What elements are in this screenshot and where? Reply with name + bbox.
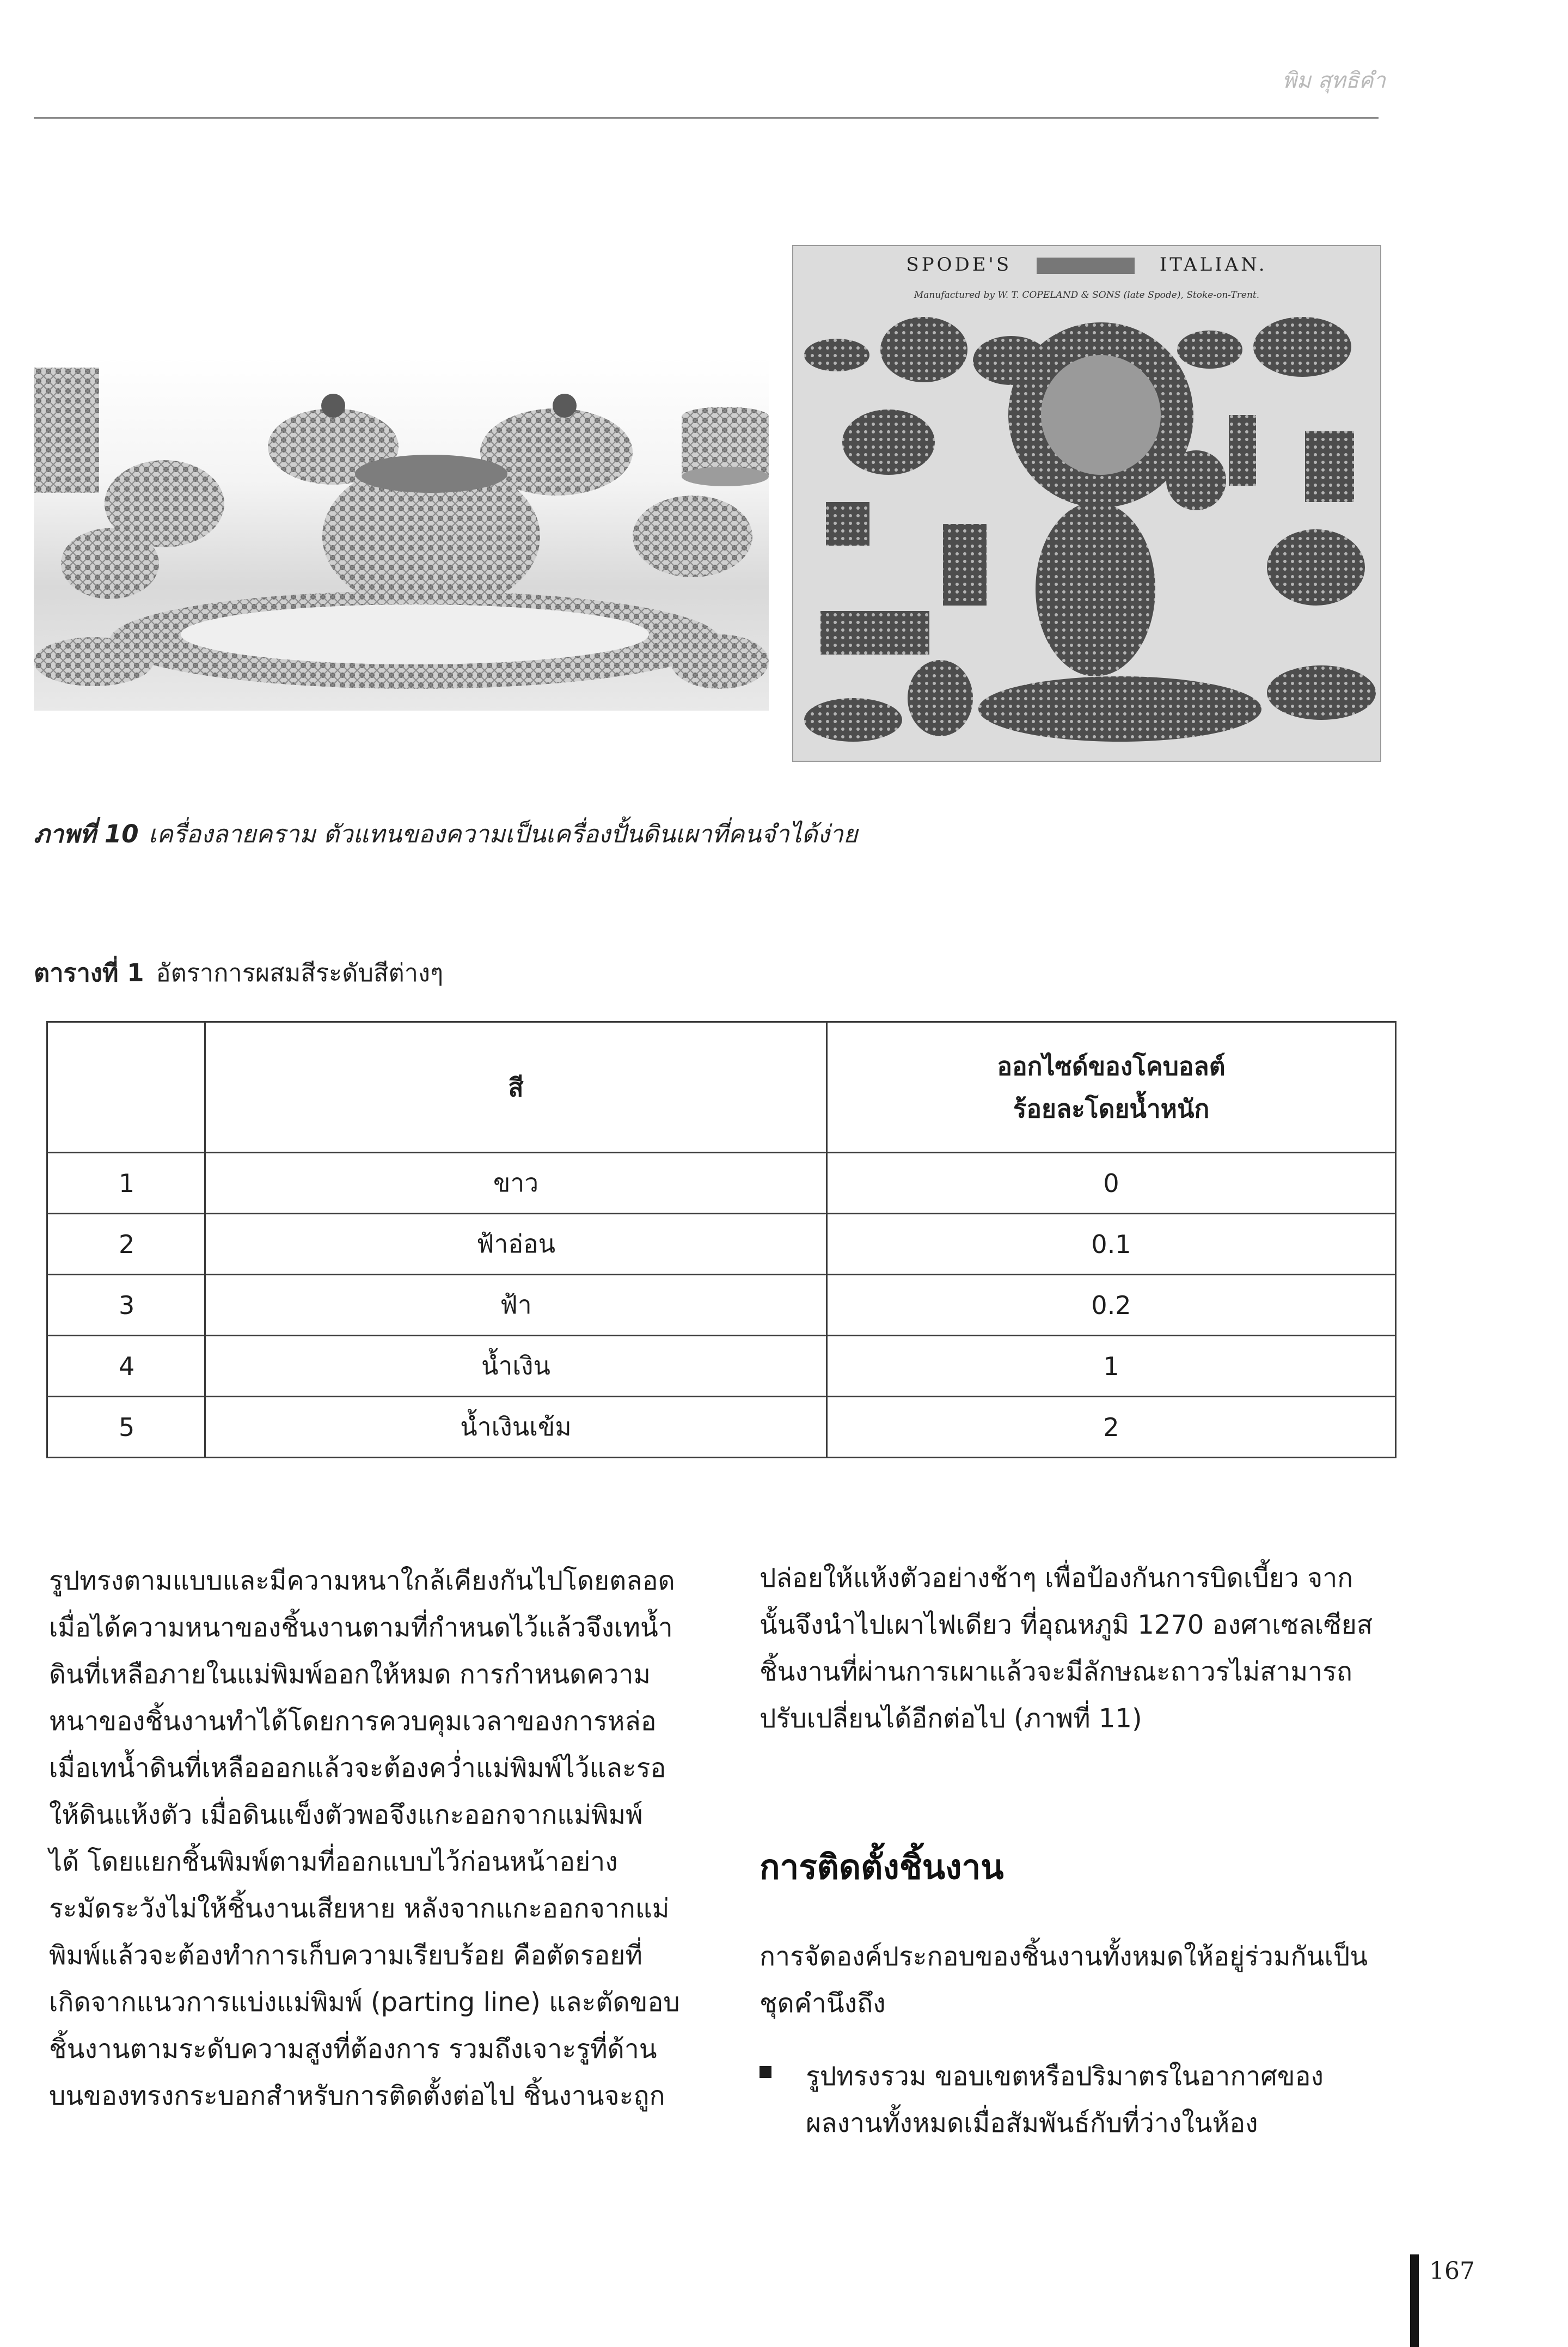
table-cell-index: 1 xyxy=(47,1153,205,1214)
body-line: การจัดองค์ประกอบของชิ้นงานทั้งหมดให้อยู่ร่วมกันเป็น xyxy=(759,1941,1368,1972)
table-header-index xyxy=(47,1022,205,1153)
body-right-paragraph xyxy=(759,1933,1413,2027)
catalog-title-right: ITALIAN. xyxy=(1159,254,1267,276)
table-cell-cobalt: 0.2 xyxy=(827,1275,1396,1336)
body-line: เมื่อได้ความหนาของชิ้นงานตามที่กำหนดไว้แล้วจึงเทน้ำ xyxy=(49,1612,673,1643)
table-row xyxy=(47,1397,1396,1458)
table-cell-index: 2 xyxy=(47,1214,205,1275)
body-line: นั้นจึงนำไปเผาไฟเดียว ที่อุณหภูมิ 1270 องศาเซลเซียส xyxy=(759,1610,1373,1640)
square-bullet-icon xyxy=(759,2066,771,2078)
body-line: พิมพ์แล้วจะต้องทำการเก็บความเรียบร้อย คือตัดรอยที่ xyxy=(49,1940,642,1971)
header-rule xyxy=(34,117,1379,119)
body-line: บนของทรงกระบอกสำหรับการติดตั้งต่อไป ชิ้นงานจะถูก xyxy=(49,2081,665,2111)
body-line: ชิ้นงานตามระดับความสูงที่ต้องการ รวมถึงเจาะรูที่ด้าน xyxy=(49,2034,657,2064)
table-header-row xyxy=(47,1022,1396,1153)
catalog-title-left: SPODE'S xyxy=(906,254,1012,276)
body-line: หนาของชิ้นงานทำได้โดยการควบคุมเวลาของการหล่อ xyxy=(49,1706,657,1737)
table-row xyxy=(47,1336,1396,1397)
table-cell-cobalt: 1 xyxy=(827,1336,1396,1397)
bullet-list-item xyxy=(759,2053,1424,2147)
plate-stack-right xyxy=(682,407,769,486)
body-line: ผลงานทั้งหมดเมื่อสัมพันธ์กับที่ว่างในห้อง xyxy=(806,2108,1258,2138)
table-caption xyxy=(34,953,1286,992)
color-mix-table xyxy=(46,1021,1396,1458)
body-line: รูปทรงตามแบบและมีความหนาใกล้เคียงกันไปโดยตลอด xyxy=(49,1566,675,1596)
table-cell-color: ขาว xyxy=(205,1153,827,1214)
body-line: เมื่อเทน้ำดินที่เหลือออกแล้วจะต้องคว่ำแม่พิมพ์ไว้และรอ xyxy=(49,1753,666,1783)
table-header-cobalt-line1: ออกไซด์ของโคบอลต์ xyxy=(997,1051,1226,1081)
running-header-author: พิม สุทธิคำ xyxy=(1282,68,1386,93)
spode-catalog-photo xyxy=(792,245,1381,762)
table-cell-color: น้ำเงินเข้ม xyxy=(205,1397,827,1458)
section-heading: การติดตั้งชิ้นงาน xyxy=(759,1847,1004,1887)
figure-caption-text: เครื่องลายคราม ตัวแทนของความเป็นเครื่องปั้นดินเผาที่คนจำได้ง่าย xyxy=(148,820,858,848)
table-caption-text: อัตราการผสมสีระดับสีต่างๆ xyxy=(156,958,444,987)
body-line: ปล่อยให้แห้งตัวอย่างช้าๆ เพื่อป้องกันการบิดเบี้ยว จาก xyxy=(759,1563,1353,1593)
table-cell-cobalt: 0.1 xyxy=(827,1214,1396,1275)
body-line: ชุดคำนึงถึง xyxy=(759,1988,886,2019)
figure-label: ภาพที่ 10 xyxy=(34,820,139,848)
table-cell-color: ฟ้าอ่อน xyxy=(205,1214,827,1275)
table-cell-cobalt: 0 xyxy=(827,1153,1396,1214)
body-line: ดินที่เหลือภายในแม่พิมพ์ออกให้หมด การกำหนดความ xyxy=(49,1659,651,1690)
porcelain-set-photo xyxy=(34,357,769,711)
body-line: ให้ดินแห้งตัว เมื่อดินแข็งตัวพอจึงแกะออกจากแม่พิมพ์ xyxy=(49,1800,643,1830)
page-number: 167 xyxy=(1429,2257,1475,2285)
body-left-column xyxy=(49,1557,708,2119)
body-line: ชิ้นงานที่ผ่านการเผาแล้วจะมีลักษณะถาวรไม่สามารถ xyxy=(759,1657,1352,1687)
table-cell-color: ฟ้า xyxy=(205,1275,827,1336)
table-header-color: สี xyxy=(205,1022,827,1153)
porcelain-set-illustration xyxy=(34,357,769,711)
catalog-items-illustration xyxy=(793,306,1380,761)
table-header-cobalt xyxy=(827,1022,1396,1153)
table-row xyxy=(47,1153,1396,1214)
table-header-cobalt-line2: ร้อยละโดยน้ำหนัก xyxy=(1013,1093,1210,1123)
body-line: เกิดจากแนวการแบ่งแม่พิมพ์ (parting line) และตัดขอบ xyxy=(49,1987,680,2018)
figure-caption xyxy=(34,814,1340,853)
body-right-column-top xyxy=(759,1555,1413,1742)
table-label: ตารางที่ 1 xyxy=(34,958,144,987)
table-cell-cobalt: 2 xyxy=(827,1397,1396,1458)
table-cell-index: 3 xyxy=(47,1275,205,1336)
body-line: ระมัดระวังไม่ให้ชิ้นงานเสียหาย หลังจากแกะออกจากแม่ xyxy=(49,1893,670,1924)
table-cell-color: น้ำเงิน xyxy=(205,1336,827,1397)
catalog-subtitle: Manufactured by W. T. COPELAND & SONS (late Spode), Stoke-on-Trent. xyxy=(914,290,1260,301)
table-row xyxy=(47,1275,1396,1336)
page-number-bar xyxy=(1410,2254,1419,2347)
catalog-crest-icon xyxy=(1037,258,1135,274)
body-line: ปรับเปลี่ยนได้อีกต่อไป (ภาพที่ 11) xyxy=(759,1703,1142,1734)
table-cell-index: 5 xyxy=(47,1397,205,1458)
body-line: รูปทรงรวม ขอบเขตหรือปริมาตรในอากาศของ xyxy=(806,2061,1324,2092)
body-line: ได้ โดยแยกชิ้นพิมพ์ตามที่ออกแบบไว้ก่อนหน้าอย่าง xyxy=(49,1847,618,1877)
table-row xyxy=(47,1214,1396,1275)
table-cell-index: 4 xyxy=(47,1336,205,1397)
